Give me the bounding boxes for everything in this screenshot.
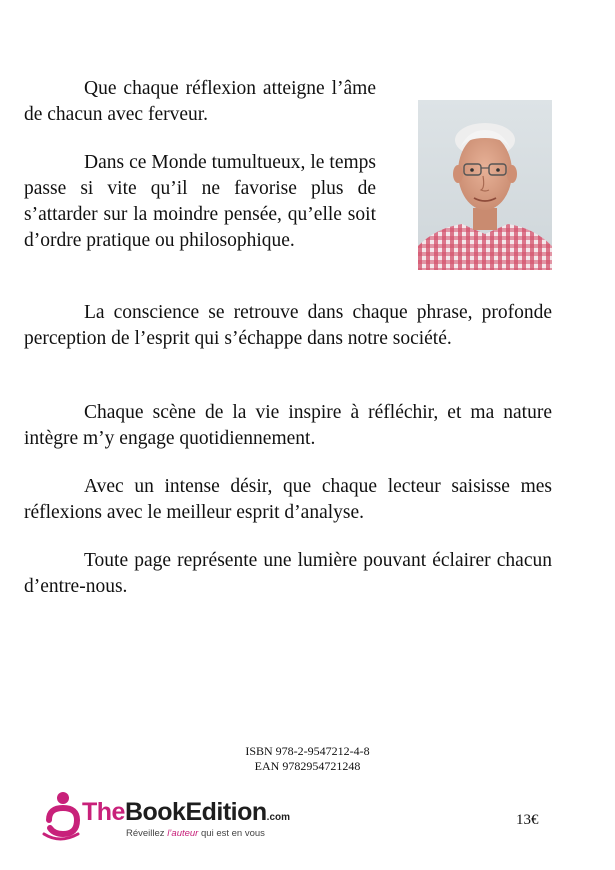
tagline-start: Réveillez bbox=[126, 828, 168, 839]
paragraph-5: Avec un intense désir, que chaque lecteur saisisse mes réflexions avec le meilleur esprit d’analyse. bbox=[24, 476, 552, 523]
publisher-name-the: The bbox=[82, 798, 125, 826]
price-label: 13€ bbox=[516, 812, 539, 828]
paragraph-2: Dans ce Monde tumultueux, le temps passe si vite qu’il ne favorise plus de s’attarder sur la moindre pensée, qu’elle soit d’ordre pratique ou philosophique. bbox=[24, 152, 376, 251]
author-portrait-image bbox=[418, 100, 552, 270]
paragraph-1: Que chaque réflexion atteigne l’âme de chacun avec ferveur. bbox=[24, 78, 376, 125]
publisher-name bbox=[82, 798, 290, 827]
publisher-name-book: BookEdition bbox=[124, 798, 267, 826]
tagline-accent: l’auteur bbox=[167, 828, 199, 839]
ean-code: EAN 9782954721248 bbox=[254, 759, 361, 773]
thebookedition-logo-icon bbox=[40, 790, 84, 846]
publisher-name-dotcom: .com bbox=[266, 812, 291, 823]
paragraph-4: Chaque scène de la vie inspire à réfléchir, et ma nature intègre m’y engage quotidiennement. bbox=[24, 402, 552, 449]
paragraph-6: Toute page représente une lumière pouvant éclairer chacun d’entre-nous. bbox=[24, 550, 552, 597]
tagline-end: qui est en vous bbox=[198, 828, 265, 839]
isbn-code: ISBN 978-2-9547212-4-8 bbox=[245, 744, 370, 758]
paragraph-3: La conscience se retrouve dans chaque phrase, profonde perception de l’esprit qui s’échappe dans notre société. bbox=[24, 302, 552, 349]
author-photo bbox=[418, 100, 552, 270]
publisher-tagline bbox=[126, 828, 265, 839]
book-codes bbox=[0, 744, 615, 774]
publisher-logo bbox=[40, 790, 330, 846]
